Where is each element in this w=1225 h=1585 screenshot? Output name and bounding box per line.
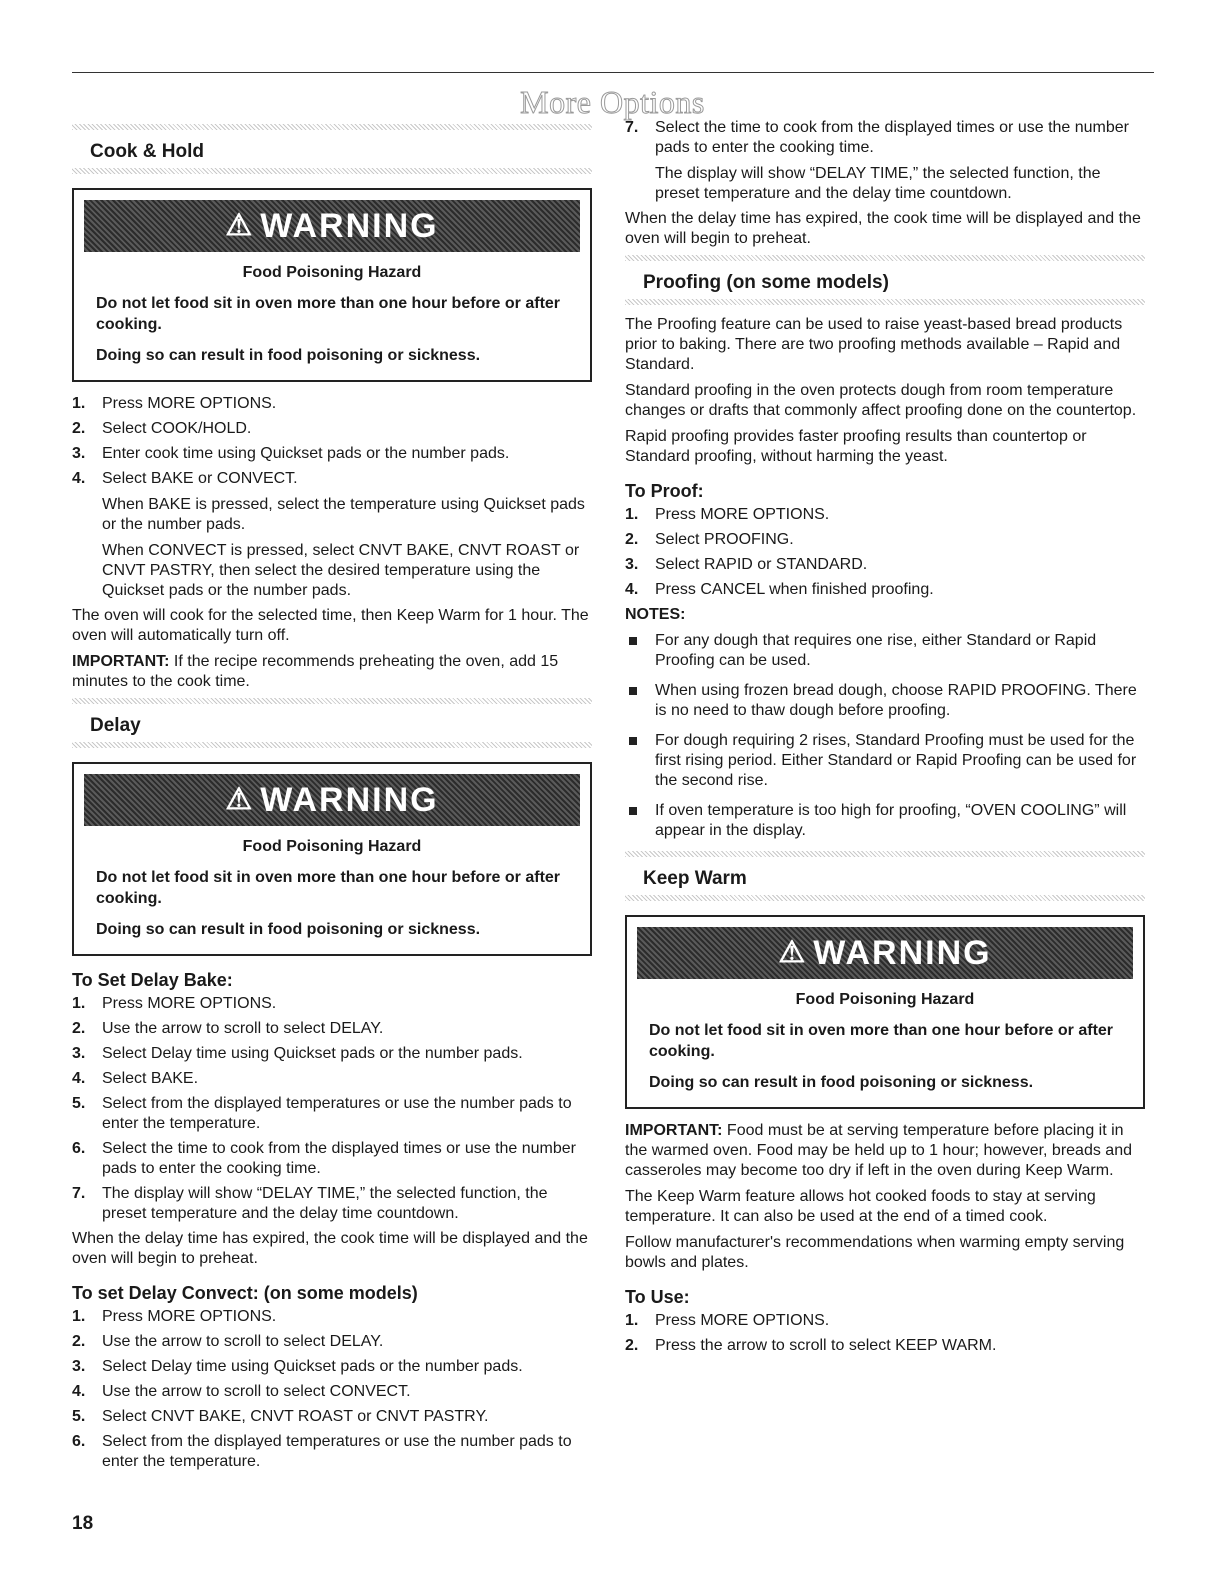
list-item: 1. Press MORE OPTIONS.	[625, 506, 830, 523]
warning-box-delay	[72, 762, 592, 956]
warning-line: Doing so can result in food poisoning or sickness.	[96, 921, 481, 938]
section-title-proofing: Proofing (on some models)	[643, 272, 889, 293]
important-note: IMPORTANT: If the recipe recommends preheating the oven, add 15 minutes to the cook time.	[72, 653, 559, 690]
list-item: 3. Select RAPID or STANDARD.	[625, 556, 868, 573]
warning-banner-text: WARNING	[260, 207, 439, 245]
bullet-square-icon	[629, 737, 637, 745]
warning-hazard-title: Food Poisoning Hazard	[795, 991, 975, 1008]
warning-triangle-icon: ⚠	[225, 209, 255, 242]
paragraph: The Keep Warm feature allows hot cooked foods to stay at serving temperature. It can also be used at the end of a timed cook.	[625, 1188, 1096, 1225]
warning-banner	[84, 774, 580, 826]
warning-banner-text: WARNING	[813, 934, 992, 972]
subheading-delay-convect: To set Delay Convect: (on some models)	[72, 1283, 418, 1303]
warning-line: Doing so can result in food poisoning or sickness.	[96, 347, 481, 364]
paragraph: When the delay time has expired, the cook time will be displayed and the oven will begin to preheat.	[72, 1230, 588, 1267]
page-number: 18	[72, 1513, 94, 1534]
list-item: For dough requiring 2 rises, Standard Proofing must be used for the first rising period. Either Standard or Rapid Proofing can be used for the second rise.	[625, 731, 1145, 791]
cook-hold-steps	[72, 394, 592, 601]
list-item: 3. Enter cook time using Quickset pads or the number pads.	[72, 445, 510, 462]
step-note: When CONVECT is pressed, select CNVT BAKE, CNVT ROAST or CNVT PASTRY, then select the desired temperature using the Quickset pads or the number pads.	[102, 542, 580, 599]
proofing-steps	[625, 505, 1145, 600]
list-item: 4. Select BAKE.	[72, 1070, 199, 1087]
list-item: 5. Select CNVT BAKE, CNVT ROAST or CNVT PASTRY.	[72, 1408, 489, 1425]
list-item: 4. Select BAKE or CONVECT. When BAKE is pressed, select the temperature using Quickset pads or the number pads. When CONVECT is pressed, select CNVT BAKE, CNVT ROAST or CNVT PASTRY, then select the desired temperature using the Quickset pads or the number pads.	[72, 469, 592, 601]
section-header-keep-warm	[625, 851, 1145, 901]
step-note: The display will show “DELAY TIME,” the selected function, the preset temperature and the delay time countdown.	[655, 165, 1101, 202]
right-column	[625, 118, 1145, 1361]
list-item: 1. Press MORE OPTIONS.	[625, 1312, 830, 1329]
warning-hazard-title: Food Poisoning Hazard	[242, 838, 422, 855]
step-note: When BAKE is pressed, select the temperature using Quickset pads or the number pads.	[102, 496, 585, 533]
important-note: IMPORTANT: Food must be at serving temperature before placing it in the warmed oven. Food may be held up to 1 hour; however, breads and casseroles may become too dry if left in the oven during Keep Warm.	[625, 1122, 1132, 1179]
proofing-notes	[625, 631, 1145, 841]
delay-convect-steps-continued	[625, 118, 1145, 204]
warning-line: Do not let food sit in oven more than one hour before or after cooking.	[96, 295, 561, 333]
delay-convect-steps	[72, 1307, 592, 1472]
list-item: 1. Press MORE OPTIONS.	[72, 1308, 277, 1325]
keep-warm-steps	[625, 1311, 1145, 1356]
list-item: 4. Press CANCEL when finished proofing.	[625, 581, 934, 598]
subheading-delay-bake: To Set Delay Bake:	[72, 970, 233, 990]
paragraph: The Proofing feature can be used to raise yeast-based bread products prior to baking. There are two proofing methods available – Rapid and Standard.	[625, 316, 1123, 373]
page-title: More Options	[520, 84, 705, 120]
list-item: 5. Select from the displayed temperatures or use the number pads to enter the temperature.	[72, 1095, 572, 1132]
paragraph: When the delay time has expired, the cook time will be displayed and the oven will begin to preheat.	[625, 210, 1141, 247]
list-item: 1. Press MORE OPTIONS.	[72, 995, 277, 1012]
left-column	[72, 118, 592, 1477]
section-header-delay	[72, 698, 592, 748]
list-item: 2. Press the arrow to scroll to select KEEP WARM.	[625, 1337, 997, 1354]
subheading-to-proof: To Proof:	[625, 481, 704, 501]
list-item: 2. Select PROOFING.	[625, 531, 794, 548]
delay-bake-steps	[72, 994, 592, 1224]
paragraph: Standard proofing in the oven protects dough from room temperature changes or drafts that commonly affect proofing done on the countertop.	[625, 382, 1137, 419]
warning-line: Do not let food sit in oven more than one hour before or after cooking.	[96, 869, 561, 907]
list-item: 1. Press MORE OPTIONS.	[72, 395, 277, 412]
warning-banner	[637, 927, 1133, 979]
section-title-keep-warm: Keep Warm	[643, 868, 747, 889]
warning-box-keep-warm	[625, 915, 1145, 1109]
section-header-cook-hold	[72, 124, 592, 174]
warning-hazard-title: Food Poisoning Hazard	[242, 264, 422, 281]
subheading-to-use: To Use:	[625, 1287, 690, 1307]
warning-banner-text: WARNING	[260, 781, 439, 819]
top-rule	[72, 72, 1154, 73]
list-item: When using frozen bread dough, choose RAPID PROOFING. There is no need to thaw dough before proofing.	[625, 681, 1145, 721]
list-item: 7. Select the time to cook from the displayed times or use the number pads to enter the cooking time. The display will show “DELAY TIME,” the selected function, the preset temperature and the delay time countdown.	[625, 118, 1145, 204]
list-item: 3. Select Delay time using Quickset pads or the number pads.	[72, 1358, 523, 1375]
warning-triangle-icon: ⚠	[225, 783, 255, 816]
bullet-square-icon	[629, 637, 637, 645]
section-title-delay: Delay	[90, 715, 141, 736]
warning-triangle-icon: ⚠	[778, 936, 808, 969]
list-item: 6. Select from the displayed temperatures or use the number pads to enter the temperature.	[72, 1433, 572, 1470]
list-item: 2. Use the arrow to scroll to select DELAY.	[72, 1333, 384, 1350]
paragraph: Rapid proofing provides faster proofing results than countertop or Standard proofing, without harming the yeast.	[625, 428, 1087, 465]
section-header-proofing	[625, 255, 1145, 305]
warning-banner	[84, 200, 580, 252]
list-item: 4. Use the arrow to scroll to select CONVECT.	[72, 1383, 411, 1400]
list-item: For any dough that requires one rise, either Standard or Rapid Proofing can be used.	[625, 631, 1145, 671]
list-item: 3. Select Delay time using Quickset pads or the number pads.	[72, 1045, 523, 1062]
warning-line: Do not let food sit in oven more than one hour before or after cooking.	[649, 1022, 1114, 1060]
warning-line: Doing so can result in food poisoning or sickness.	[649, 1074, 1034, 1091]
bullet-square-icon	[629, 807, 637, 815]
section-title-cook-hold: Cook & Hold	[90, 141, 204, 162]
warning-box-cook-hold	[72, 188, 592, 382]
list-item: 6. Select the time to cook from the displayed times or use the number pads to enter the cooking time.	[72, 1140, 577, 1177]
list-item: 2. Select COOK/HOLD.	[72, 420, 252, 437]
bullet-square-icon	[629, 687, 637, 695]
list-item: 2. Use the arrow to scroll to select DELAY.	[72, 1020, 384, 1037]
paragraph: Follow manufacturer's recommendations when warming empty serving bowls and plates.	[625, 1234, 1125, 1271]
list-item: 7. The display will show “DELAY TIME,” the selected function, the preset temperature and the delay time countdown.	[72, 1185, 548, 1222]
list-item: If oven temperature is too high for proofing, “OVEN COOLING” will appear in the display.	[625, 801, 1145, 841]
paragraph: The oven will cook for the selected time, then Keep Warm for 1 hour. The oven will automatically turn off.	[72, 607, 589, 644]
notes-label: NOTES:	[625, 606, 686, 623]
